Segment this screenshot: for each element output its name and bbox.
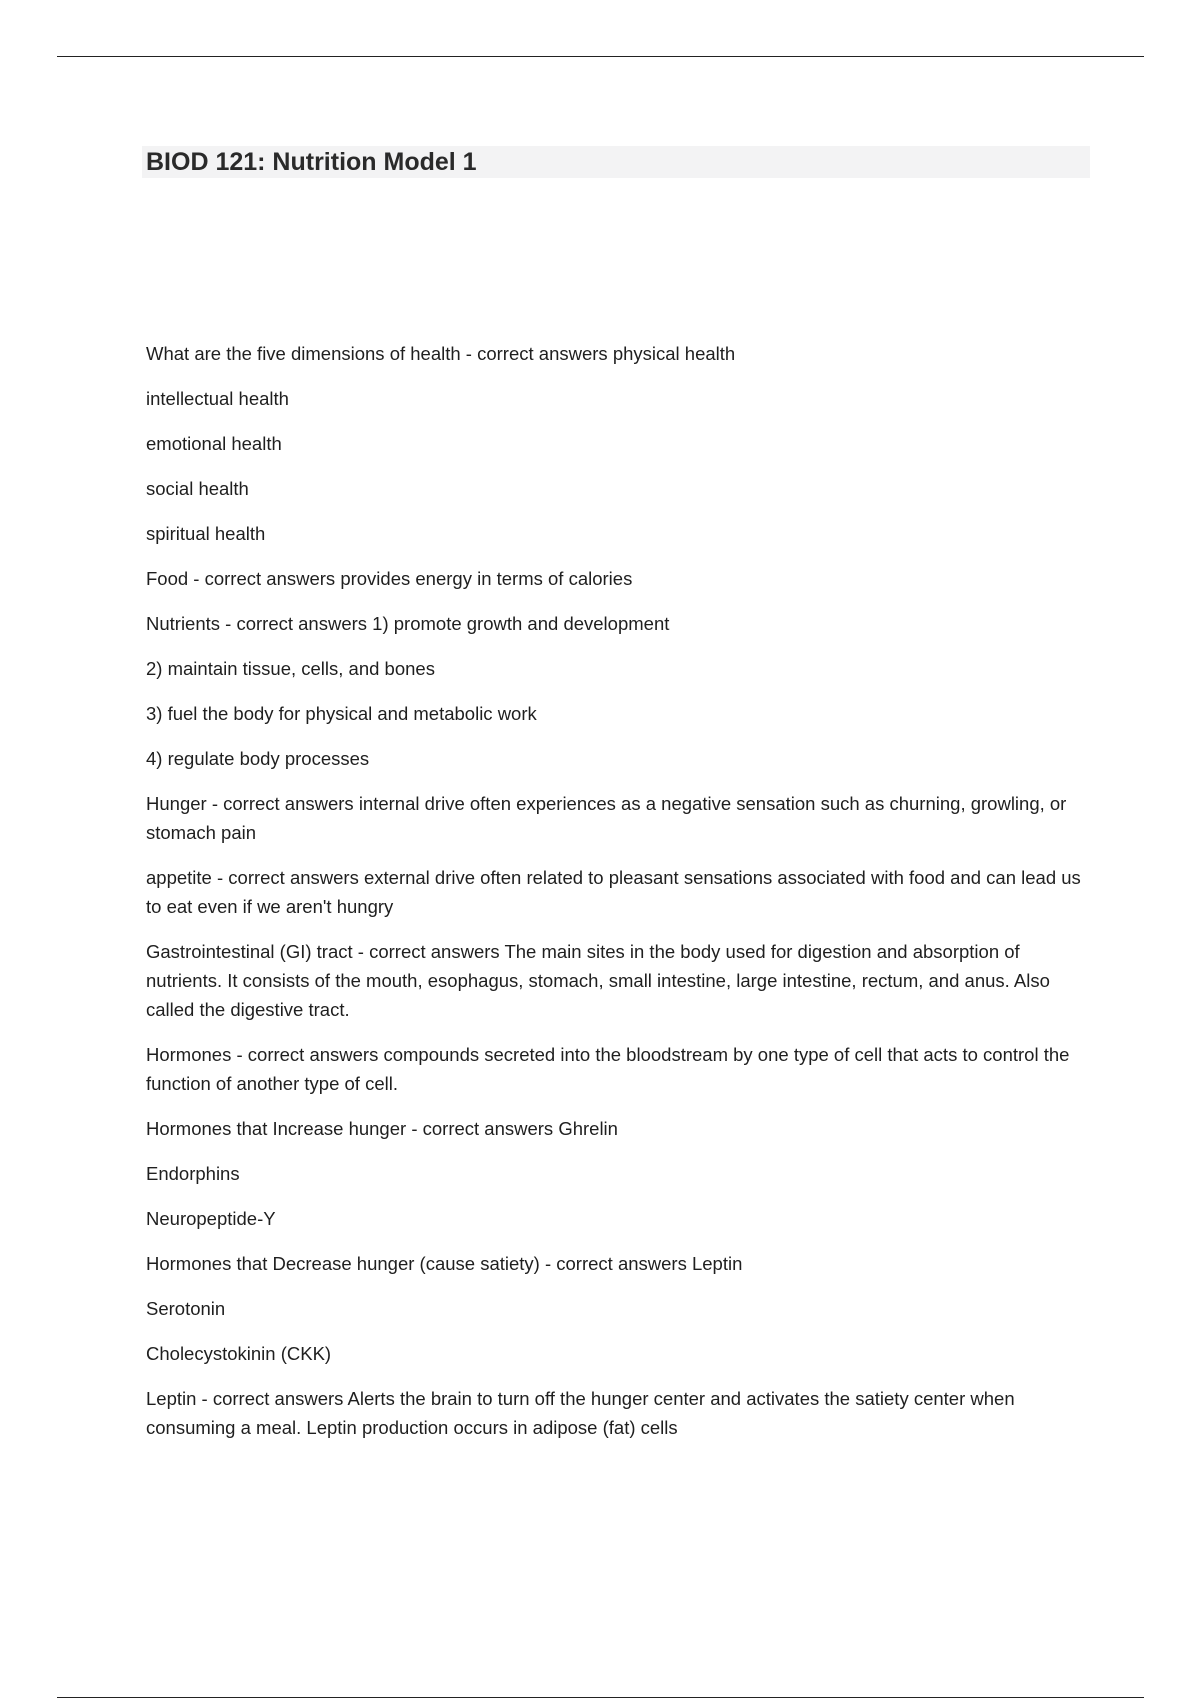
paragraph: Serotonin [146,1298,226,1319]
paragraph: 3) fuel the body for physical and metabolic work [146,703,537,724]
paragraph: Gastrointestinal (GI) tract - correct answers The main sites in the body used for digestion and absorption of nutrients. It consists of the mouth, esophagus, stomach, small intestine, large intestine, rectum, and anus. Also called the digestive tract. [146,941,1050,1020]
paragraph: Hormones - correct answers compounds secreted into the bloodstream by one type of cell that acts to control the function of another type of cell. [146,1044,1070,1094]
paragraph: 2) maintain tissue, cells, and bones [146,658,435,679]
paragraph: Hormones that Decrease hunger (cause satiety) - correct answers Leptin [146,1253,743,1274]
paragraph: What are the five dimensions of health - correct answers physical health [146,343,736,364]
paragraph: emotional health [146,433,282,454]
paragraph: Hunger - correct answers internal drive often experiences as a negative sensation such as churning, growling, or stomach pain [146,793,1067,843]
paragraph: Hormones that Increase hunger - correct answers Ghrelin [146,1118,618,1139]
paragraph: spiritual health [146,523,266,544]
paragraph: social health [146,478,249,499]
document-body [146,339,1096,1458]
paragraph: Nutrients - correct answers 1) promote growth and development [146,613,670,634]
paragraph: Cholecystokinin (CKK) [146,1343,332,1364]
paragraph: Endorphins [146,1163,240,1184]
bottom-rule [57,1697,1144,1698]
paragraph: intellectual health [146,388,289,409]
paragraph: Leptin - correct answers Alerts the brain to turn off the hunger center and activates the satiety center when consuming a meal. Leptin production occurs in adipose (fat) cells [146,1388,1015,1438]
paragraph: Food - correct answers provides energy in terms of calories [146,568,633,589]
paragraph: 4) regulate body processes [146,748,370,769]
top-rule [57,56,1144,57]
paragraph: appetite - correct answers external drive often related to pleasant sensations associated with food and can lead us to eat even if we aren't hungry [146,867,1081,917]
paragraph: Neuropeptide-Y [146,1208,276,1229]
page-title: BIOD 121: Nutrition Model 1 [146,148,477,176]
